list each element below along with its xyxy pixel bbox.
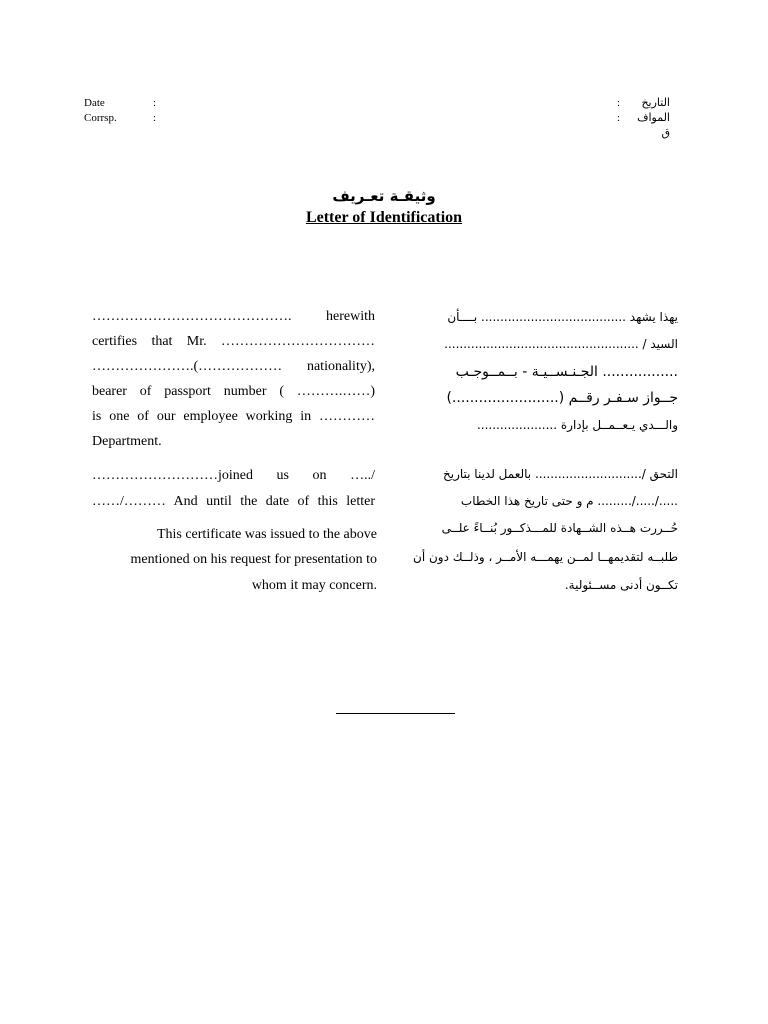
english-line: This certificate was issued to the above <box>156 527 377 542</box>
date-label: Date <box>84 97 105 109</box>
english-line: bearer of passport number ( ……….……) <box>92 384 375 399</box>
arabic-line: طلبــه لتقديمهــا لمــن يهمـــه الأمــر ، وذلــك دون أن <box>413 550 678 564</box>
title-arabic: وثيقـة تعـريف <box>332 187 436 205</box>
english-line: ………………….(……………… nationality), <box>92 359 375 374</box>
arabic-line: ...../...../......... م و حتى تاريخ هذا الخطاب <box>460 494 678 508</box>
english-line: ……………………………………. herewith <box>92 309 375 324</box>
arabic-line: يهذا يشهد ...................................... بــــأن <box>447 310 678 324</box>
arabic-line: السيد / ................................................... <box>444 337 678 351</box>
ar-corrsp-label: المواف <box>637 111 670 124</box>
arabic-line: ................. الجـنـســيـة - بــمــوجـب <box>455 364 678 380</box>
corrsp-label: Corrsp. <box>84 112 117 124</box>
arabic-line: جــواز سـفـر رقــم (........................) <box>446 390 678 406</box>
corrsp-colon: : <box>153 112 157 124</box>
ar-date-colon: : <box>617 97 621 109</box>
english-line: ……/……… And until the date of this letter <box>92 494 375 509</box>
arabic-line: حُــررت هــذه الشــهادة للمـــذكــور بُنــاءً علــى <box>441 521 678 535</box>
english-line: whom it may concern. <box>251 578 377 593</box>
ar-corrsp-label-continued: ق <box>661 126 670 139</box>
arabic-line: التحق /............................ بالعمل لدينا بتاريخ <box>442 467 678 481</box>
ar-date-label: التاريخ <box>641 96 670 109</box>
english-line: Department. <box>92 434 162 449</box>
date-colon: : <box>153 97 157 109</box>
arabic-line: تكــون أدنى مســئولية. <box>564 578 678 592</box>
ar-corrsp-colon: : <box>617 112 621 124</box>
english-line: ………………………joined us on …../ <box>92 468 375 483</box>
signature-line <box>336 713 455 714</box>
english-line: is one of our employee working in ………… <box>92 409 375 424</box>
title-english: Letter of Identification <box>305 209 463 226</box>
english-line: certifies that Mr. …………………………… <box>92 334 375 349</box>
arabic-line: والـــدي يـعــمــل بإدارة ..................... <box>476 418 678 432</box>
english-line: mentioned on his request for presentation to <box>130 552 377 567</box>
